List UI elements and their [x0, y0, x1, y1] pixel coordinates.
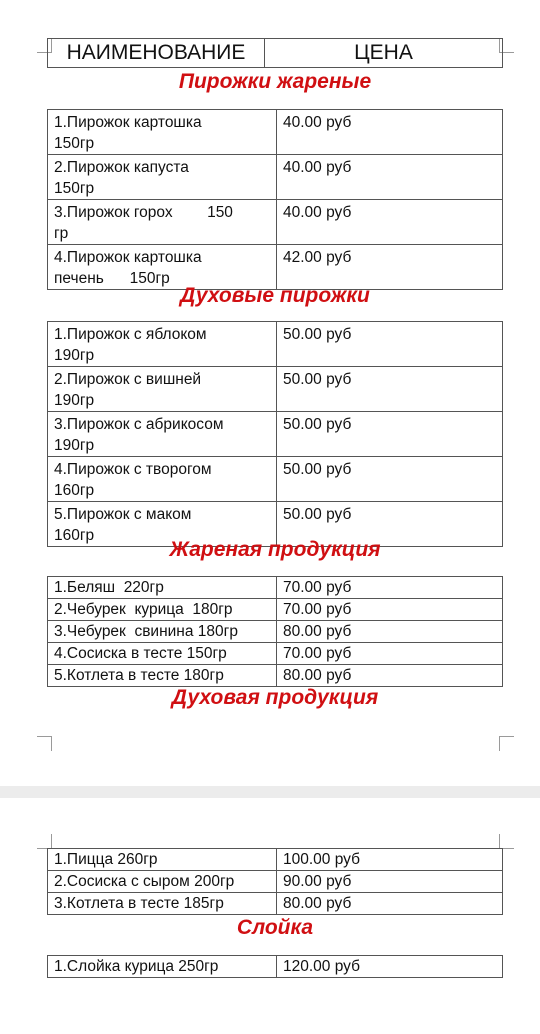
menu-table-fried-products	[47, 576, 503, 687]
item-price: 50.00 руб	[277, 322, 503, 367]
item-size: печень 150гр	[54, 270, 170, 287]
crop-mark-bottom-right	[499, 736, 514, 751]
item-price: 50.00 руб	[277, 502, 503, 547]
column-header-name: НАИМЕНОВАНИЕ	[48, 39, 265, 68]
item-name-text: 5.Котлета в тесте 180гр	[54, 667, 224, 684]
item-size: 160гр	[54, 527, 95, 544]
section-title-oven-pies: Духовые пирожки	[180, 284, 370, 307]
item-size: 190гр	[54, 347, 95, 364]
item-price: 120.00 руб	[277, 956, 503, 978]
table-row	[48, 155, 503, 200]
item-size: 190гр	[54, 437, 95, 454]
item-price: 40.00 руб	[277, 200, 503, 245]
item-name: 1.Пирожок с яблоком	[54, 326, 207, 343]
table-row	[48, 621, 503, 643]
item-name-text: 4.Сосиска в тесте 150гр	[54, 645, 227, 662]
item-name	[48, 621, 277, 643]
crop-mark-bottom-left	[37, 736, 52, 751]
item-name-cell	[48, 412, 277, 457]
item-name: 4.Пирожок картошка	[54, 249, 202, 266]
item-name: 1.Пицца 260гр	[48, 849, 277, 871]
crop-mark-top-left	[37, 834, 52, 849]
item-price: 80.00 руб	[277, 621, 503, 643]
item-name: 3.Пирожок горох 150	[54, 204, 233, 221]
item-size: 150гр	[54, 135, 95, 152]
section-title-fried-products: Жареная продукция	[169, 538, 381, 561]
item-name-text: 3.Чебурек свинина 180гр	[54, 623, 238, 640]
item-name-text: 2.Чебурек курица 180гр	[54, 601, 233, 618]
item-name: 2.Пирожок капуста	[54, 159, 189, 176]
table-row	[48, 367, 503, 412]
item-price: 42.00 руб	[277, 245, 503, 290]
item-size: 150гр	[54, 180, 95, 197]
item-price: 70.00 руб	[277, 643, 503, 665]
item-size: 160гр	[54, 482, 95, 499]
document-page-2	[0, 798, 540, 1034]
section-title-puff-pastry: Слойка	[236, 916, 314, 939]
menu-table-oven-products	[47, 848, 503, 915]
table-row	[48, 110, 503, 155]
table-row	[48, 322, 503, 367]
item-name: 2.Сосиска с сыром 200гр	[48, 871, 277, 893]
table-row	[48, 643, 503, 665]
table-row	[48, 665, 503, 687]
column-header-price: ЦЕНА	[265, 39, 503, 68]
item-name-text: 1.Беляш 220гр	[54, 579, 164, 596]
menu-table-oven-pies	[47, 321, 503, 547]
crop-mark-top-right	[499, 834, 514, 849]
menu-table-puff-pastry	[47, 955, 503, 978]
item-size: гр	[54, 225, 69, 242]
table-row	[48, 412, 503, 457]
item-price: 70.00 руб	[277, 599, 503, 621]
item-price: 100.00 руб	[277, 849, 503, 871]
item-price: 40.00 руб	[277, 110, 503, 155]
item-name: 2.Пирожок с вишней	[54, 371, 202, 388]
item-price: 40.00 руб	[277, 155, 503, 200]
table-row	[48, 849, 503, 871]
item-price: 70.00 руб	[277, 577, 503, 599]
section-title-oven-products: Духовая продукция	[171, 686, 379, 709]
item-name: 5.Пирожок с маком	[54, 506, 192, 523]
item-name-cell	[48, 110, 277, 155]
item-name-cell	[48, 367, 277, 412]
item-name: 4.Пирожок с творогом	[54, 461, 212, 478]
item-name: 3.Котлета в тесте 185гр	[48, 893, 277, 915]
item-price: 50.00 руб	[277, 412, 503, 457]
item-name-cell	[48, 322, 277, 367]
section-title-fried-pies: Пирожки жареные	[178, 70, 372, 93]
menu-table-fried-pies	[47, 109, 503, 290]
item-price: 80.00 руб	[277, 893, 503, 915]
header-table	[47, 38, 503, 68]
table-row	[48, 893, 503, 915]
item-price: 80.00 руб	[277, 665, 503, 687]
table-row	[48, 599, 503, 621]
item-name: 1.Слойка курица 250гр	[48, 956, 277, 978]
table-row	[48, 577, 503, 599]
item-size: 190гр	[54, 392, 95, 409]
table-row	[48, 457, 503, 502]
table-row	[48, 871, 503, 893]
table-row	[48, 200, 503, 245]
item-price: 50.00 руб	[277, 457, 503, 502]
item-price: 50.00 руб	[277, 367, 503, 412]
table-row	[48, 956, 503, 978]
item-name	[48, 599, 277, 621]
page-separator	[0, 786, 540, 798]
item-name-cell	[48, 155, 277, 200]
item-name	[48, 577, 277, 599]
item-price: 90.00 руб	[277, 871, 503, 893]
item-name-cell	[48, 200, 277, 245]
item-name-cell	[48, 457, 277, 502]
item-name	[48, 665, 277, 687]
item-name: 3.Пирожок с абрикосом	[54, 416, 224, 433]
item-name	[48, 643, 277, 665]
item-name: 1.Пирожок картошка	[54, 114, 202, 131]
